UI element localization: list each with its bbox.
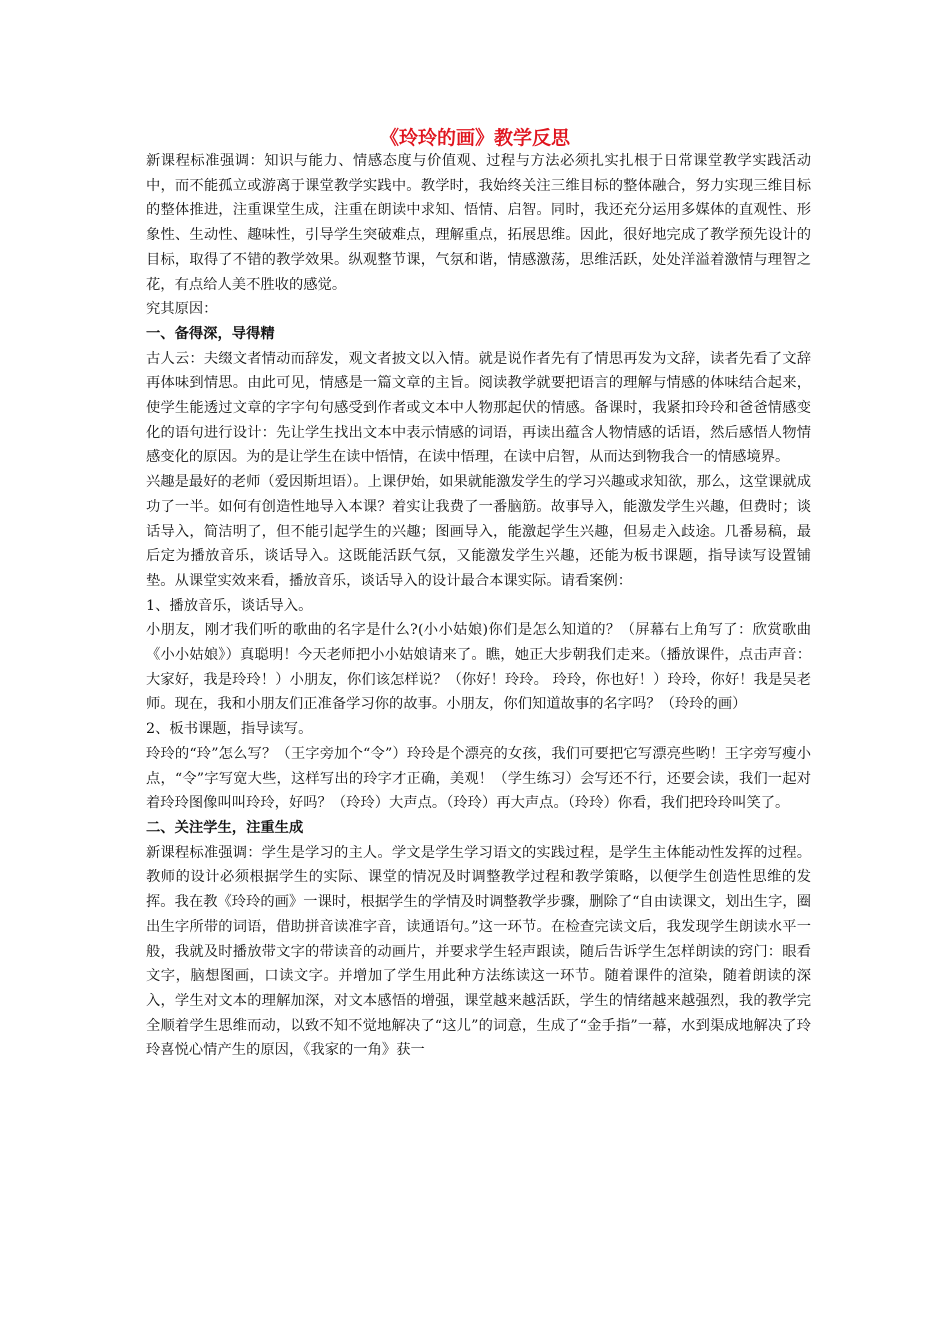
paragraph: 2、板书课题，指导读写。	[146, 721, 313, 738]
document-body	[146, 149, 811, 1063]
section-heading: 二、关注学生，注重生成	[146, 819, 304, 836]
paragraph: 玲玲的“玲”怎么写？（王字旁加个“令”）玲玲是个漂亮的女孩，我们可要把它写漂亮些哟！王字旁写瘦小点，“令”字写宽大些，这样写出的玲字才正确，美观！（学生练习）会写还不行，还要会读，我们一起对着玲玲图像叫叫玲玲，好吗？（玲玲）大声点。（玲玲）再大声点。（玲玲）你看，我们把玲玲叫笑了。	[146, 745, 811, 812]
section-heading: 一、备得深，导得精	[146, 325, 275, 342]
document-title: 《玲玲的画》教学反思	[379, 127, 570, 149]
paragraph: 新课程标准强调：知识与能力、情感态度与价值观、过程与方法必须扎实扎根于日常课堂教学实践活动中，而不能孤立或游离于课堂教学实践中。教学时，我始终关注三维目标的整体融合，努力实现三维目标的整体推进，注重课堂生成，注重在朗读中求知、悟情、启智。同时，我还充分运用多媒体的直观性、形象性、生动性、趣味性，引导学生突破难点，理解重点，拓展思维。因此，很好地完成了教学预先设计的目标，取得了不错的教学效果。纵观整节课，气氛和谐，情感激荡，思维活跃，处处洋溢着激情与理智之花，有点给人美不胜收的感觉。	[146, 153, 811, 293]
paragraph: 古人云：夫缀文者情动而辞发，观文者披文以入情。就是说作者先有了情思再发为文辞，读者先看了文辞再体味到情思。由此可见，情感是一篇文章的主旨。阅读教学就要把语言的理解与情感的体味结合起来，使学生能透过文章的字字句句感受到作者或文本中人物那起伏的情感。备课时，我紧扣玲玲和爸爸情感变化的语句进行设计：先让学生找出文本中表示情感的词语，再读出蕴含人物情感的话语，然后感悟人物情感变化的原因。为的是让学生在读中悟情，在读中悟理，在读中启智，从而达到物我合一的情感境界。	[146, 350, 811, 466]
paragraph: 新课程标准强调：学生是学习的主人。学文是学生学习语文的实践过程，是学生主体能动性发挥的过程。教师的设计必须根据学生的实际、课堂的情况及时调整教学过程和教学策略，以便学生创造性思维的发挥。我在教《玲玲的画》一课时，根据学生的学情及时调整教学步骤，删除了“自由读课文，划出生字，圈出生字所带的词语，借助拼音读准字音，读通语句。”这一环节。在检查完读文后，我发现学生朗读水平一般，我就及时播放带文字的带读音的动画片，并要求学生轻声跟读，随后告诉学生怎样朗读的窍门：眼看文字，脑想图画，口读文字。并增加了学生用此种方法练读这一环节。随着课件的渲染，随着朗读的深入，学生对文本的理解加深，对文本感悟的增强，课堂越来越活跃，学生的情绪越来越强烈，我的教学完全顺着学生思维而动，以致不知不觉地解决了“这儿”的词意，生成了“金手指”一幕，水到渠成地解决了玲玲喜悦心情产生的原因，《我家的一角》获一	[146, 844, 811, 1059]
paragraph: 1、播放音乐，谈话导入。	[146, 597, 313, 614]
paragraph: 小朋友，刚才我们听的歌曲的名字是什么?(小小姑娘)你们是怎么知道的？（屏幕右上角写了：欣赏歌曲《小小姑娘》）真聪明！今天老师把小小姑娘请来了。瞧，她正大步朝我们走来。（播放课件，点击声音：大家好，我是玲玲！）小朋友，你们该怎样说？（你好！玲玲。 玲玲，你也好！）玲玲，你好！我是吴老师。现在，我和小朋友们正准备学习你的故事。小朋友，你们知道故事的名字吗？（玲玲的画）	[146, 622, 811, 713]
paragraph: 兴趣是最好的老师（爱因斯坦语）。上课伊始，如果就能激发学生的学习兴趣或求知欲，那么，这堂课就成功了一半。如何有创造性地导入本课？着实让我费了一番脑筋。故事导入，能激发学生兴趣，但费时；谈话导入，简洁明了，但不能引起学生的兴趣；图画导入，能激起学生兴趣，但易走入歧途。几番易稿，最后定为播放音乐，谈话导入。这既能活跃气氛，又能激发学生兴趣，还能为板书课题，指导读写设置铺垫。从课堂实效来看，播放音乐，谈话导入的设计最合本课实际。请看案例：	[146, 474, 811, 589]
paragraph: 究其原因：	[146, 301, 218, 318]
